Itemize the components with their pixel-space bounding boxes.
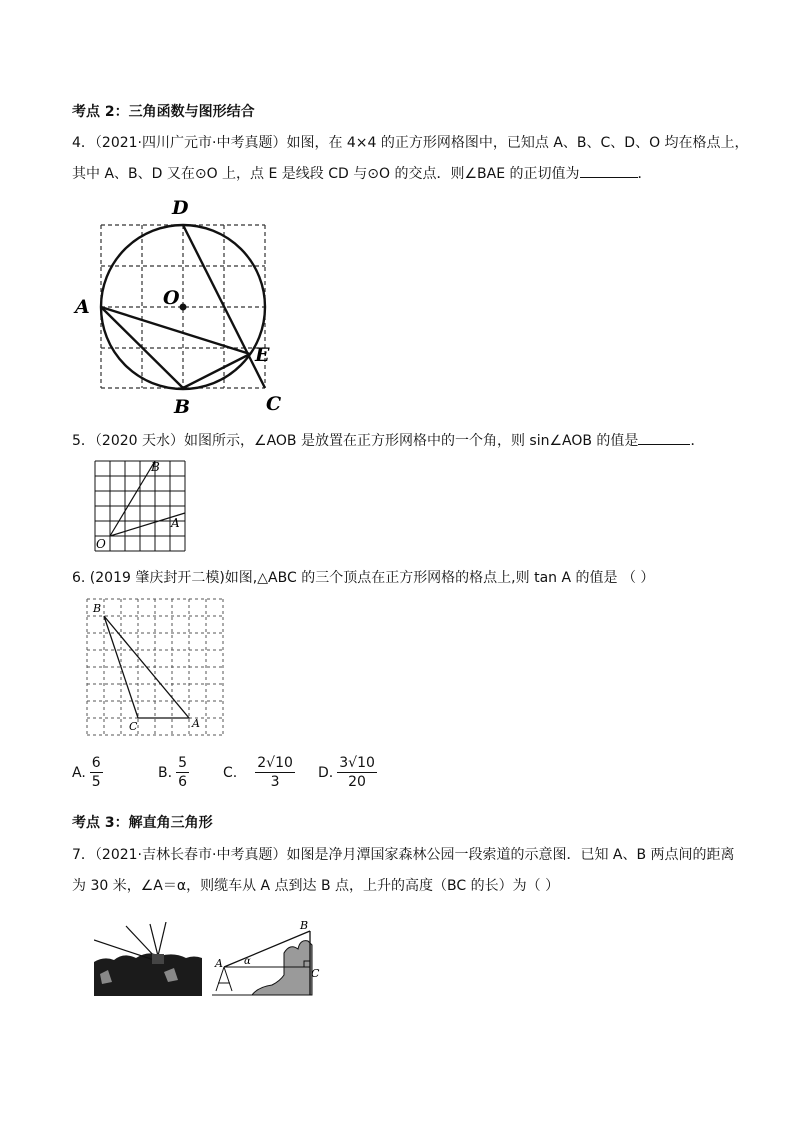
q4-label-d: D: [172, 197, 189, 219]
q6-choice-c-den: 3: [270, 774, 280, 790]
q5-source: （2020 天水）: [94, 433, 185, 449]
q6-choice-a-letter: A.: [72, 764, 86, 781]
q6-choice-a-den: 5: [91, 774, 101, 790]
q5-figure: [88, 455, 188, 555]
q4-label-a: A: [75, 296, 90, 318]
q6-label-c: C: [129, 720, 138, 733]
q5-grid: [95, 461, 185, 551]
q5-label-a: A: [171, 516, 180, 530]
q5-text: 如图所示，∠AOB 是放置在正方形网格中的一个角，则 sin∠AOB 的值是: [184, 433, 639, 449]
q6-line: 6. (2019 肇庆封开二模)如图,△ABC 的三个顶点在正方形网格的格点上,则 tan A 的值是 （ ）: [72, 570, 655, 586]
q6-choice-d[interactable]: [318, 754, 377, 791]
q7-text-1: 如图是净月潭国家森林公园一段索道的示意图．已知 A、B 两点间的距离: [286, 847, 735, 863]
q6-label-b: B: [93, 602, 102, 615]
q6-choice-a-num: 6: [91, 755, 101, 771]
q4-line-2: [72, 163, 652, 184]
q4-number: 4．: [72, 135, 95, 151]
q4-text-1: 如图，在 4×4 的正方形网格图中，已知点 A、B、C、D、O 均在格点上，: [286, 135, 749, 151]
q7-source: （2021·吉林长春市·中考真题）: [94, 847, 287, 863]
q4-text-end: ．: [637, 166, 652, 182]
q7-mountain: [252, 941, 312, 995]
q6-choice-d-letter: D.: [318, 764, 334, 781]
q4-label-o: O: [163, 287, 180, 309]
section-title-2: 考点 2：三角函数与图形结合: [72, 104, 255, 120]
q6-choice-b[interactable]: [158, 754, 189, 791]
q6-choice-c-fraction: [255, 754, 295, 791]
q6-choice-d-num: 3√10: [339, 755, 375, 771]
q4-answer-blank[interactable]: [580, 163, 638, 178]
q6-choice-a[interactable]: [72, 754, 103, 791]
q7-label-b: B: [300, 919, 309, 932]
q6-choice-c-num: 2√10: [257, 755, 293, 771]
q6-choice-c[interactable]: [223, 754, 295, 791]
q6-choice-c-letter: C.: [223, 764, 238, 781]
q6-triangle: [104, 616, 189, 718]
q4-label-b: B: [174, 396, 191, 418]
q7-diagram: [212, 917, 322, 999]
q4-label-c: C: [266, 393, 282, 415]
q7-photo-cabin: [152, 954, 164, 964]
q7-line-2: 为 30 米，∠A＝α，则缆车从 A 点到达 B 点，上升的高度（BC 的长）为（ ）: [72, 878, 560, 894]
q6-choice-b-den: 6: [178, 774, 187, 790]
q4-line-1: [72, 133, 749, 153]
q7-tower: [216, 967, 232, 991]
q7-number: 7．: [72, 847, 95, 863]
q5-answer-blank[interactable]: [638, 430, 690, 445]
q7-label-c: C: [311, 967, 320, 980]
q6-label-a: A: [192, 717, 200, 730]
q7-label-a: A: [215, 957, 223, 970]
q7-line-1: [72, 845, 735, 865]
q6-choice-a-fraction: [90, 754, 103, 791]
q7-label-alpha: α: [244, 956, 251, 967]
q6-choice-b-num: 5: [178, 755, 187, 771]
section-title-3: 考点 3：解直角三角形: [72, 815, 213, 831]
q6-choice-b-letter: B.: [158, 764, 173, 781]
q7-photo: [94, 922, 202, 996]
q5-line: [72, 430, 704, 451]
q5-label-o: O: [96, 537, 106, 551]
q5-text-end: ．: [690, 433, 705, 449]
q6-choice-d-fraction: [337, 754, 377, 791]
q6-figure: [85, 597, 227, 739]
q5-number: 5．: [72, 433, 95, 449]
q6-choice-b-fraction: [176, 754, 189, 791]
q4-source: （2021·四川广元市·中考真题）: [94, 135, 287, 151]
q4-figure: [70, 192, 300, 418]
q4-label-e: E: [255, 344, 270, 366]
q5-label-b: B: [151, 460, 160, 474]
q4-text-2: 其中 A、B、D 又在⊙O 上，点 E 是线段 CD 与⊙O 的交点．则∠BAE 的正切值为: [72, 166, 580, 182]
q7-photo-trees: [94, 953, 202, 996]
q6-choice-d-den: 20: [348, 774, 366, 790]
q4-center-dot: [180, 304, 187, 311]
